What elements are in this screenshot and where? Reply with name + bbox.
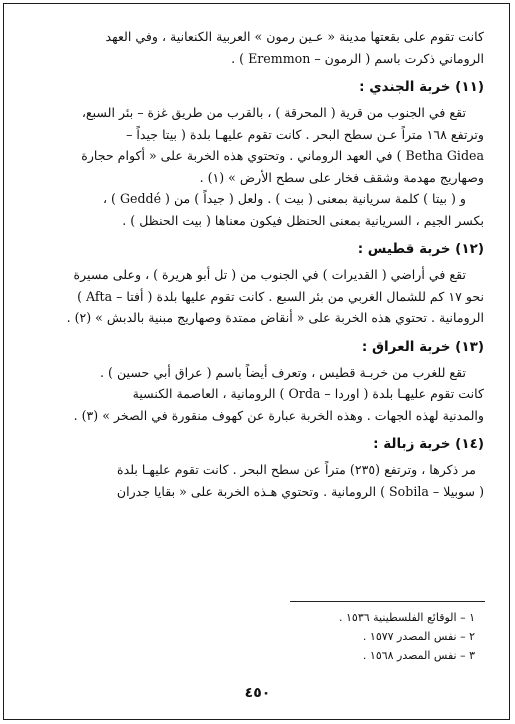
text-line: تقع في أراضي ( القديرات ) في الجنوب من ( تل أبو هريرة ) ، وعلى مسيرة xyxy=(73,267,466,282)
text-line: نحو ١٧ كم للشمال الغربي من بئر السبع . كانت تقوم عليها بلدة ( أفتا – Afta ) xyxy=(77,288,484,304)
text-line: تقع في الجنوب من قرية ( المحرقة ) ، بالقرب من طريق غزة – بئر السبع، xyxy=(81,105,466,120)
text-line: Betha Gidea ) في العهد الروماني . وتحتوي هذه الخربة على « أكوام حجارة xyxy=(81,148,484,163)
footnote-1: ١ – الوقائع الفلسطينية ١٥٣٦ . xyxy=(339,611,475,624)
section-13-paragraph-1 xyxy=(36,362,484,427)
section-heading-12: (١٢) خربة قطيس : xyxy=(357,241,484,257)
text-line: والمدنية لهذه الجهات . وهذه الخربة عبارة عن كهوف منقورة في الصخر » (٣) . xyxy=(73,407,484,423)
page-number: ٤٥٠ xyxy=(244,685,271,701)
text-line: كانت تقوم عليهـا بلدة ( اوردا – Orda ) الرومانية ، العاصمة الكنسية xyxy=(132,386,484,401)
section-11-paragraph-2 xyxy=(36,188,484,231)
intro-paragraph xyxy=(36,26,484,69)
text-line: ( سوبيلا – Sobila ) الرومانية . وتحتوي هـذه الخربة على « بقايا جدران xyxy=(116,483,484,499)
text-line: بكسر الجيم ، السريانية بمعنى الحنظل فيكون معناها ( بيت الحنظل ) . xyxy=(122,212,484,228)
text-line: الرومانية . تحتوي هذه الخربة على « أنقاض ممتدة وصهاريج مبنية بالدبش » (٢) . xyxy=(66,310,484,325)
section-heading-13: (١٣) خربة العراق : xyxy=(361,338,484,355)
text-line: و ( بيتا ) كلمة سريانية بمعنى ( بيت ) . ولعل ( جيداً ) من ( Geddé ) ، xyxy=(102,191,466,206)
text-line: وترتفع ١٦٨ متراً عـن سطح البحر . كانت تقوم عليهـا بلدة ( بيتا جيداً – xyxy=(126,126,484,142)
text-line: وصهاريج مهدمة وشقف فخار على سطح الأرض » (١) . xyxy=(199,169,484,185)
footnotes xyxy=(255,608,475,665)
footnote-3: ٣ – نفس المصدر ١٥٦٨ . xyxy=(362,649,475,662)
section-14-paragraph-1 xyxy=(36,459,484,502)
section-11-paragraph-1 xyxy=(36,102,484,188)
footnote-2: ٢ – نفس المصدر ١٥٧٧ . xyxy=(362,630,475,643)
text-line: تقع للغرب من خربـة قطيس ، وتعرف أيضاً باسم ( عراق أبي حسين ) . xyxy=(100,364,466,380)
text-line: مر ذكرها ، وترتفع (٢٣٥) متراً عن سطح البحر . كانت تقوم عليهـا بلدة xyxy=(117,462,476,477)
text-line: الروماني ذكرت باسم ( الرمون – Eremmon ) . xyxy=(231,50,484,66)
text-line: كانت تقوم على بقعتها مدينة « عـين رمون » العربية الكنعانية ، وفي العهد xyxy=(105,29,484,44)
section-12-paragraph-1 xyxy=(36,264,484,329)
section-heading-11: (١١) خربة الجندي : xyxy=(359,79,484,95)
page-body xyxy=(36,26,484,502)
footnote-divider xyxy=(290,601,485,602)
section-heading-14: (١٤) خربة زبالة : xyxy=(373,436,484,452)
